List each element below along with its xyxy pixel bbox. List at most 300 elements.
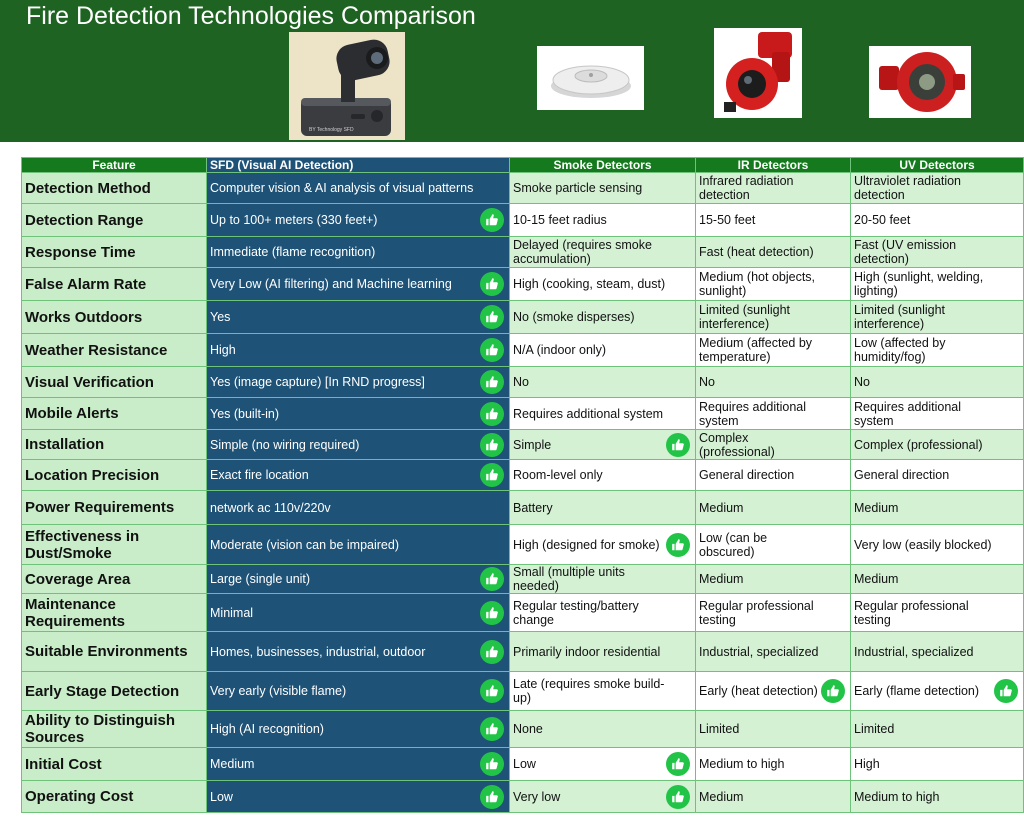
uv-cell <box>851 334 1024 367</box>
smoke-value: Delayed (requires smoke accumulation) <box>513 238 652 266</box>
smoke-value: None <box>513 722 543 736</box>
ir-value: Medium (hot objects, sunlight) <box>699 270 816 298</box>
ir-cell-content <box>699 572 847 586</box>
uv-cell-content <box>854 400 1020 428</box>
thumbs-up-icon <box>480 640 504 664</box>
uv-cell <box>851 748 1024 781</box>
ir-value: Medium <box>699 572 744 586</box>
uv-value: Industrial, specialized <box>854 644 974 659</box>
smoke-cell-content <box>513 599 692 627</box>
uv-value: No <box>854 375 870 389</box>
sfd-value: Very early (visible flame) <box>210 684 347 698</box>
sfd-value: Medium <box>210 757 255 771</box>
table-row <box>22 237 1024 268</box>
thumbs-up-icon <box>480 785 504 809</box>
smoke-cell-content <box>513 407 692 421</box>
ir-cell-content <box>699 790 847 804</box>
smoke-cell-content <box>513 181 692 195</box>
ir-cell <box>696 430 851 460</box>
ir-value: Low (can be obscured) <box>699 530 768 559</box>
uv-value: General direction <box>854 468 950 482</box>
uv-cell <box>851 632 1024 672</box>
uv-cell <box>851 430 1024 460</box>
thumbs-up-icon <box>480 601 504 625</box>
sfd-cell-content <box>210 375 506 389</box>
sfd-cell-content <box>210 245 506 259</box>
thumbs-up-icon <box>480 567 504 591</box>
table-row <box>22 268 1024 301</box>
ir-cell-content <box>699 501 847 515</box>
smoke-value: Room-level only <box>513 468 603 482</box>
table-row <box>22 367 1024 398</box>
sfd-cell <box>207 672 510 711</box>
sfd-cell <box>207 632 510 672</box>
ir-cell-content <box>699 531 847 559</box>
thumbs-up-icon <box>480 272 504 296</box>
smoke-cell-content <box>513 757 692 771</box>
sfd-cell-content <box>210 310 506 324</box>
uv-value: Fast (UV emission detection) <box>854 238 957 266</box>
ir-value: Infrared radiation detection <box>699 174 794 202</box>
header-ir: IR Detectors <box>696 158 851 173</box>
smoke-cell <box>510 565 696 594</box>
ir-value: Early (heat detection) <box>699 684 818 698</box>
header-feature: Feature <box>22 158 207 173</box>
uv-cell-content <box>854 538 1020 552</box>
header-smoke: Smoke Detectors <box>510 158 696 173</box>
thumbs-up-icon <box>480 338 504 362</box>
ir-value: Medium <box>699 789 744 804</box>
svg-text:BY Technology SFD: BY Technology SFD <box>309 127 354 133</box>
sfd-cell <box>207 301 510 334</box>
table-row <box>22 525 1024 565</box>
ir-cell <box>696 748 851 781</box>
ir-value: General direction <box>699 468 795 482</box>
ir-value: Industrial, specialized <box>699 644 819 659</box>
sfd-cell-content <box>210 572 506 586</box>
uv-cell-content <box>854 790 1020 804</box>
ir-cell <box>696 672 851 711</box>
ir-cell-content <box>699 431 847 459</box>
smoke-value: No (smoke disperses) <box>513 310 635 324</box>
feature-cell: Visual Verification <box>22 367 207 398</box>
ir-value: Requires additional system <box>699 399 807 428</box>
uv-value: Early (flame detection) <box>854 684 980 698</box>
uv-cell <box>851 565 1024 594</box>
smoke-cell <box>510 367 696 398</box>
sfd-cell <box>207 748 510 781</box>
ir-cell <box>696 334 851 367</box>
ir-cell <box>696 367 851 398</box>
smoke-cell <box>510 334 696 367</box>
feature-cell: Suitable Environments <box>22 632 207 672</box>
sfd-cell <box>207 398 510 430</box>
uv-detector-image <box>869 46 971 118</box>
sfd-value: Computer vision & AI analysis of visual patterns <box>210 181 474 195</box>
sfd-value: Moderate (vision can be impaired) <box>210 537 399 552</box>
smoke-cell-content <box>513 468 692 482</box>
ir-cell-content <box>699 599 847 627</box>
uv-value: Medium <box>854 572 899 586</box>
uv-cell-content <box>854 757 1020 771</box>
uv-value: Regular professional testing <box>854 598 969 627</box>
table-row <box>22 204 1024 237</box>
feature-cell: Early Stage Detection <box>22 672 207 711</box>
smoke-value: Late (requires smoke build-up) <box>513 677 665 705</box>
smoke-cell-content <box>513 375 692 389</box>
sfd-value: Yes <box>210 310 231 324</box>
feature-cell: Installation <box>22 430 207 460</box>
sfd-value: Immediate (flame recognition) <box>210 245 376 259</box>
uv-cell <box>851 491 1024 525</box>
sfd-cell-content <box>210 606 506 620</box>
smoke-cell <box>510 301 696 334</box>
sfd-cell <box>207 565 510 594</box>
sfd-cell-content <box>210 438 506 452</box>
ir-cell <box>696 711 851 748</box>
ir-value: 15-50 feet <box>699 213 756 227</box>
ir-cell <box>696 268 851 301</box>
feature-cell: Initial Cost <box>22 748 207 781</box>
uv-cell-content <box>854 572 1020 586</box>
smoke-cell-content <box>513 538 692 552</box>
sfd-cell <box>207 204 510 237</box>
sfd-cell-content <box>210 722 506 736</box>
sfd-value: Large (single unit) <box>210 572 311 586</box>
feature-cell: Detection Method <box>22 173 207 204</box>
table-row <box>22 565 1024 594</box>
uv-value: Limited (sunlight interference) <box>854 303 946 331</box>
sfd-cell-content <box>210 645 506 659</box>
sfd-value: Yes (image capture) [In RND progress] <box>210 375 425 389</box>
uv-cell-content <box>854 238 1020 266</box>
ir-value: Medium <box>699 500 744 515</box>
thumbs-up-icon <box>480 370 504 394</box>
ir-cell <box>696 491 851 525</box>
table-row <box>22 301 1024 334</box>
smoke-cell <box>510 398 696 430</box>
header-uv: UV Detectors <box>851 158 1024 173</box>
uv-cell <box>851 204 1024 237</box>
ir-value: Medium (affected by temperature) <box>699 336 813 364</box>
sfd-cell <box>207 711 510 748</box>
uv-value: Medium to high <box>854 789 940 804</box>
uv-value: Low (affected by humidity/fog) <box>854 336 946 364</box>
sfd-cell <box>207 430 510 460</box>
table-row <box>22 173 1024 204</box>
feature-cell: Response Time <box>22 237 207 268</box>
sfd-value: High <box>210 343 236 357</box>
uv-cell-content <box>854 684 1020 698</box>
table-row <box>22 430 1024 460</box>
table-row <box>22 460 1024 491</box>
thumbs-up-icon <box>666 752 690 776</box>
feature-cell: Coverage Area <box>22 565 207 594</box>
thumbs-up-icon <box>994 679 1018 703</box>
smoke-cell <box>510 268 696 301</box>
ir-cell <box>696 301 851 334</box>
thumbs-up-icon <box>480 433 504 457</box>
uv-value: Very low (easily blocked) <box>854 537 992 552</box>
feature-cell: Mobile Alerts <box>22 398 207 430</box>
ir-cell-content <box>699 375 847 389</box>
feature-cell: Detection Range <box>22 204 207 237</box>
ir-cell-content <box>699 270 847 298</box>
ir-cell-content <box>699 645 847 659</box>
sfd-cell <box>207 173 510 204</box>
ir-cell-content <box>699 722 847 736</box>
smoke-value: 10-15 feet radius <box>513 213 607 227</box>
uv-value: 20-50 feet <box>854 213 911 227</box>
smoke-value: N/A (indoor only) <box>513 343 607 357</box>
uv-cell-content <box>854 174 1020 202</box>
sfd-value: Minimal <box>210 605 254 620</box>
smoke-detector-image <box>537 46 644 110</box>
uv-cell-content <box>854 213 1020 227</box>
thumbs-up-icon <box>480 717 504 741</box>
smoke-cell-content <box>513 213 692 227</box>
sfd-cell <box>207 525 510 565</box>
smoke-cell <box>510 430 696 460</box>
ir-value: Limited <box>699 722 740 736</box>
ir-cell <box>696 594 851 632</box>
thumbs-up-icon <box>480 463 504 487</box>
table-row <box>22 711 1024 748</box>
table-row <box>22 398 1024 430</box>
table-row <box>22 781 1024 813</box>
sfd-value: Exact fire location <box>210 468 309 482</box>
uv-cell-content <box>854 645 1020 659</box>
uv-cell-content <box>854 722 1020 736</box>
smoke-cell-content <box>513 310 692 324</box>
ir-cell-content <box>699 213 847 227</box>
sfd-cell <box>207 334 510 367</box>
sfd-cell <box>207 781 510 813</box>
sfd-value: Up to 100+ meters (330 feet+) <box>210 213 378 227</box>
smoke-cell <box>510 204 696 237</box>
smoke-value: Very low <box>513 789 561 804</box>
smoke-cell-content <box>513 238 692 266</box>
uv-cell-content <box>854 303 1020 331</box>
sfd-value: Homes, businesses, industrial, outdoor <box>210 644 426 659</box>
smoke-value: High (cooking, steam, dust) <box>513 277 666 291</box>
ir-value: Complex (professional) <box>699 430 775 459</box>
thumbs-up-icon <box>821 679 845 703</box>
smoke-cell-content <box>513 438 692 452</box>
table-row <box>22 672 1024 711</box>
ir-cell-content <box>699 174 847 202</box>
smoke-cell <box>510 460 696 491</box>
feature-cell: Weather Resistance <box>22 334 207 367</box>
uv-cell-content <box>854 599 1020 627</box>
feature-cell: Power Requirements <box>22 491 207 525</box>
uv-value: High <box>854 757 880 771</box>
smoke-value: Simple <box>513 437 552 452</box>
smoke-cell <box>510 632 696 672</box>
sfd-value: network ac 110v/220v <box>210 500 331 515</box>
sfd-cell-content <box>210 181 506 195</box>
ir-cell-content <box>699 245 847 259</box>
table-row <box>22 334 1024 367</box>
uv-cell <box>851 301 1024 334</box>
feature-cell: False Alarm Rate <box>22 268 207 301</box>
sfd-cell <box>207 237 510 268</box>
thumbs-up-icon <box>480 679 504 703</box>
ir-cell <box>696 204 851 237</box>
table-row <box>22 632 1024 672</box>
smoke-value: Low <box>513 757 536 771</box>
feature-cell: Works Outdoors <box>22 301 207 334</box>
smoke-value: Smoke particle sensing <box>513 181 643 195</box>
sfd-value: Simple (no wiring required) <box>210 437 360 452</box>
ir-value: Fast (heat detection) <box>699 245 814 259</box>
uv-cell <box>851 460 1024 491</box>
ir-value: Medium to high <box>699 757 785 771</box>
smoke-cell <box>510 748 696 781</box>
ir-cell-content <box>699 303 847 331</box>
sfd-cell-content <box>210 684 506 698</box>
uv-cell-content <box>854 270 1020 298</box>
sfd-cell-content <box>210 343 506 357</box>
uv-cell-content <box>854 438 1020 452</box>
ir-cell-content <box>699 468 847 482</box>
feature-cell: Location Precision <box>22 460 207 491</box>
smoke-value: Primarily indoor residential <box>513 644 661 659</box>
sfd-cell-content <box>210 538 506 552</box>
smoke-cell-content <box>513 343 692 357</box>
table-row <box>22 748 1024 781</box>
ir-cell <box>696 173 851 204</box>
ir-cell <box>696 781 851 813</box>
smoke-value: Battery <box>513 500 553 515</box>
smoke-cell <box>510 711 696 748</box>
sfd-value: High (AI recognition) <box>210 722 324 736</box>
ir-cell <box>696 237 851 268</box>
thumbs-up-icon <box>666 785 690 809</box>
sfd-camera-image <box>289 32 405 140</box>
sfd-cell <box>207 367 510 398</box>
table-header-row <box>22 158 1024 173</box>
uv-cell <box>851 594 1024 632</box>
uv-cell <box>851 711 1024 748</box>
ir-value: Limited (sunlight interference) <box>699 303 791 331</box>
uv-cell <box>851 672 1024 711</box>
thumbs-up-icon <box>480 305 504 329</box>
smoke-cell-content <box>513 722 692 736</box>
uv-value: Limited <box>854 722 895 736</box>
smoke-cell <box>510 237 696 268</box>
header-sfd: SFD (Visual AI Detection) <box>207 158 510 173</box>
ir-cell-content <box>699 757 847 771</box>
ir-cell <box>696 525 851 565</box>
smoke-value: No <box>513 375 529 389</box>
ir-cell <box>696 632 851 672</box>
uv-value: Requires additional system <box>854 399 962 428</box>
uv-cell <box>851 237 1024 268</box>
sfd-cell-content <box>210 501 506 515</box>
uv-cell <box>851 525 1024 565</box>
sfd-cell-content <box>210 407 506 421</box>
smoke-value: Regular testing/battery change <box>513 598 639 627</box>
uv-cell-content <box>854 501 1020 515</box>
sfd-cell <box>207 460 510 491</box>
ir-cell-content <box>699 336 847 364</box>
uv-cell-content <box>854 336 1020 364</box>
smoke-cell <box>510 173 696 204</box>
smoke-cell-content <box>513 677 692 705</box>
sfd-cell-content <box>210 468 506 482</box>
ir-cell <box>696 565 851 594</box>
smoke-cell-content <box>513 790 692 804</box>
smoke-cell-content <box>513 501 692 515</box>
sfd-value: Very Low (AI filtering) and Machine learning <box>210 277 452 291</box>
feature-cell: Effectiveness in Dust/Smoke <box>22 525 207 565</box>
thumbs-up-icon <box>480 752 504 776</box>
smoke-cell-content <box>513 645 692 659</box>
feature-cell: Ability to Distinguish Sources <box>22 711 207 748</box>
thumbs-up-icon <box>666 433 690 457</box>
page-title: Fire Detection Technologies Comparison <box>26 2 476 30</box>
table-row <box>22 491 1024 525</box>
sfd-cell <box>207 268 510 301</box>
ir-value: No <box>699 375 715 389</box>
sfd-cell <box>207 491 510 525</box>
thumbs-up-icon <box>480 208 504 232</box>
table-row <box>22 594 1024 632</box>
uv-cell-content <box>854 375 1020 389</box>
uv-cell <box>851 367 1024 398</box>
sfd-value: Yes (built-in) <box>210 406 280 421</box>
sfd-cell-content <box>210 757 506 771</box>
feature-cell: Maintenance Requirements <box>22 594 207 632</box>
smoke-cell <box>510 672 696 711</box>
smoke-value: Requires additional system <box>513 406 664 421</box>
thumbs-up-icon <box>480 402 504 426</box>
uv-cell-content <box>854 468 1020 482</box>
smoke-cell <box>510 525 696 565</box>
uv-value: Ultraviolet radiation detection <box>854 174 961 202</box>
ir-cell-content <box>699 400 847 428</box>
comparison-table <box>21 157 1024 813</box>
ir-cell <box>696 460 851 491</box>
sfd-cell-content <box>210 277 506 291</box>
uv-value: Medium <box>854 500 899 515</box>
ir-cell <box>696 398 851 430</box>
smoke-cell-content <box>513 565 692 593</box>
smoke-cell <box>510 594 696 632</box>
sfd-value: Low <box>210 789 233 804</box>
feature-cell: Operating Cost <box>22 781 207 813</box>
uv-cell <box>851 268 1024 301</box>
smoke-cell-content <box>513 277 692 291</box>
sfd-cell <box>207 594 510 632</box>
uv-cell <box>851 781 1024 813</box>
uv-value: High (sunlight, welding, lighting) <box>854 270 984 298</box>
smoke-value: Small (multiple units needed) <box>513 565 625 593</box>
uv-cell <box>851 398 1024 430</box>
smoke-value: High (designed for smoke) <box>513 537 660 552</box>
ir-detector-image <box>714 28 802 118</box>
uv-cell <box>851 173 1024 204</box>
sfd-cell-content <box>210 213 506 227</box>
header-banner <box>0 0 1024 142</box>
ir-value: Regular professional testing <box>699 598 814 627</box>
sfd-cell-content <box>210 790 506 804</box>
thumbs-up-icon <box>666 533 690 557</box>
smoke-cell <box>510 781 696 813</box>
smoke-cell <box>510 491 696 525</box>
uv-value: Complex (professional) <box>854 437 983 452</box>
